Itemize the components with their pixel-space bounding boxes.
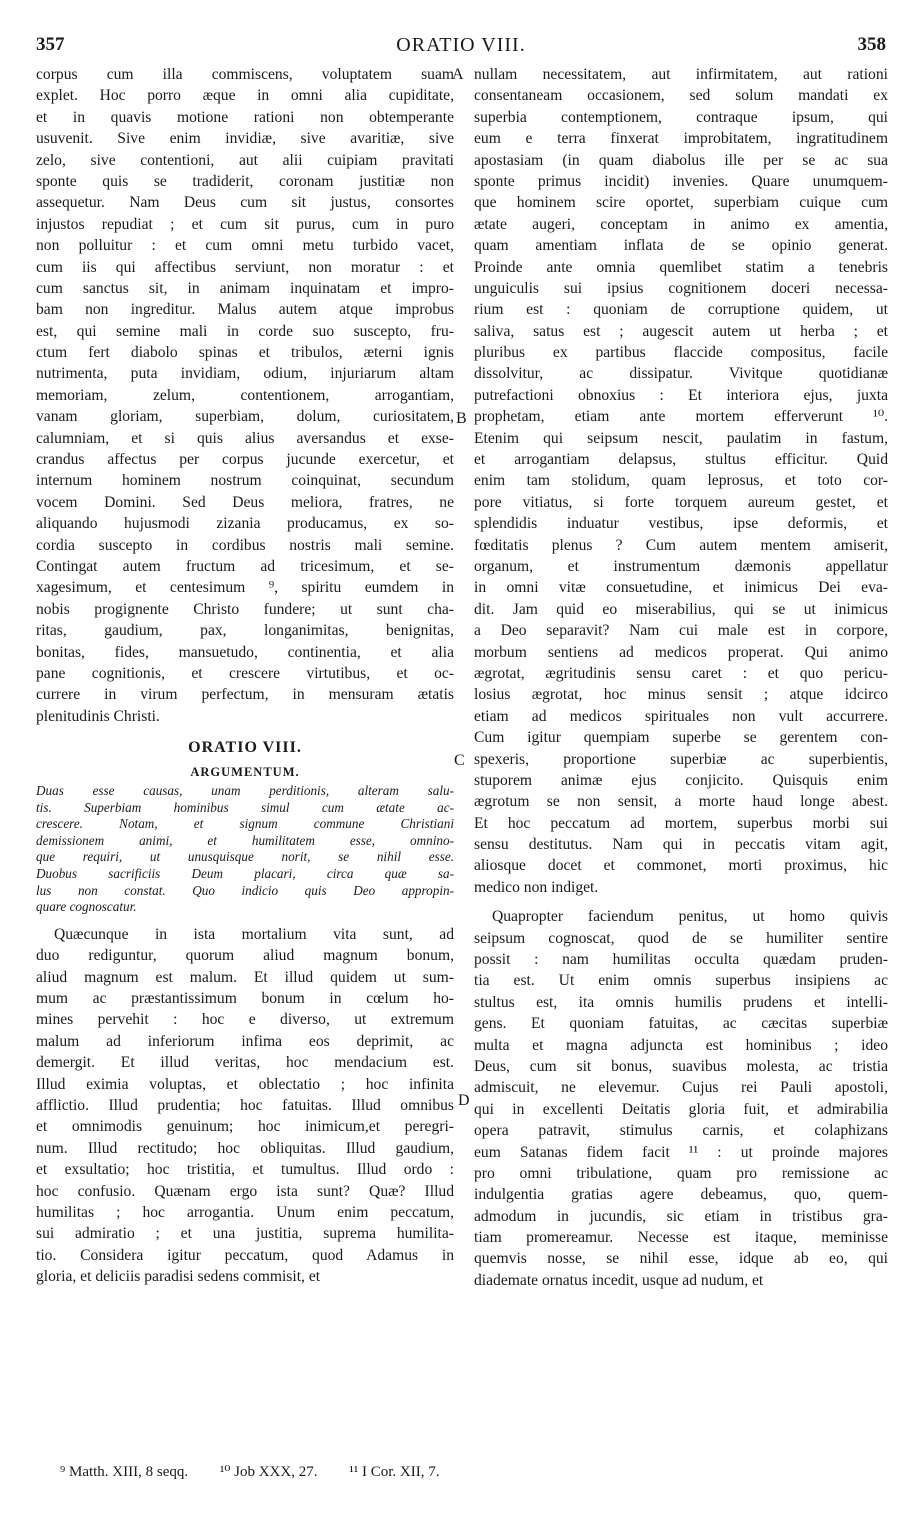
text-line: nullam necessitatem, aut infirmitatem, aut rationi xyxy=(474,66,888,83)
text-line: humilitas ; hoc arrogantia. Unum enim peccatum, xyxy=(36,1203,454,1221)
page-number-left: 357 xyxy=(36,34,65,55)
text-line: etiam ad medicos spirituales non vult accurrere. xyxy=(474,707,888,725)
text-line: sui admiratio ; et una justitia, suprema humilita- xyxy=(36,1225,454,1243)
text-line: et omnimodis genuinum; hoc inimicum,et peregri- xyxy=(36,1118,454,1136)
footnote: ¹¹ I Cor. XII, 7. xyxy=(349,1464,440,1480)
right-column xyxy=(474,64,888,1291)
page-number-right: 358 xyxy=(857,34,886,55)
text-line: stultus est, ita omnis humilis prudens et intelli- xyxy=(474,993,888,1011)
text-line: gens. Et quoniam fatuitas, ac cæcitas superbiæ xyxy=(474,1015,888,1033)
text-line: organum, et instrumentum dæmonis appellatur xyxy=(474,557,888,575)
text-line: mum ac præstantissimum bonum in cœlum ho- xyxy=(36,990,454,1008)
text-line: Etenim qui seipsum nescit, paulatim in fastum, xyxy=(474,429,888,447)
text-line: nutrimenta, puta invidiam, odium, injuriarum altam xyxy=(36,365,454,383)
text-line: zelo, sive contentioni, aut alii cuipiam pravitati xyxy=(36,151,454,169)
text-line: vocem Domini. Sed Deus meliora, fratres, ne xyxy=(36,493,454,511)
text-line: morbum sentiens ad medicos properat. Qui animo xyxy=(474,643,888,661)
text-line: crandus affectus per corpus jucunde exercetur, et xyxy=(36,451,454,469)
text-line: sensu destitutus. Nam qui in peccatis vitam agit, xyxy=(474,836,888,854)
margin-letter-b: B xyxy=(456,410,467,427)
text-line: injustos repudiat ; et cum sit purus, cum in puro xyxy=(36,215,454,233)
text-line: diademate ornatus incedit, usque ad nudum, et xyxy=(474,1271,764,1289)
text-line: pane cognitionis, et crescere virtutibus, et oc- xyxy=(36,664,454,682)
text-line: tio. Considera igitur peccatum, quod Adamus in xyxy=(36,1246,454,1264)
running-title: ORATIO VIII. xyxy=(396,34,526,56)
text-line: losius ægrotat, hoc minus sensit ; atque idcirco xyxy=(474,686,888,704)
text-line: a Deo separavit? Nam cui male est in corpore, xyxy=(474,622,888,640)
text-line: vanam gloriam, superbiam, dolum, curiositatem, xyxy=(36,408,454,426)
text-line: pluribus ex partibus flaccide compositus, facile xyxy=(474,344,888,362)
text-line: ritas, gaudium, pax, longanimitas, benignitas, xyxy=(36,622,454,640)
text-line: pro omni tribulatione, quam pro remissione ac xyxy=(474,1164,888,1182)
text-line: usuvenit. Sive enim invidiæ, sive avaritiæ, sive xyxy=(36,130,454,148)
text-line: non polluitur : et cum omni metu turbido vacet, xyxy=(36,237,454,255)
text-line: Deus, cum sit bonus, suavibus molesta, ac tristia xyxy=(474,1057,888,1075)
text-line: nobis progignente Christo fundere; ut sunt cha- xyxy=(36,600,454,618)
text-line: rium est : quoniam de corruptione quidem, ut xyxy=(474,301,888,319)
text-line: Duobus sacrificiis Deum placari, circa quæ sa- xyxy=(36,866,454,882)
text-line: unguiculis sui ipsius cognitionem doceri necessa- xyxy=(474,279,888,297)
text-line: explet. Hoc porro æque in omni alia cupiditate, xyxy=(36,87,454,105)
text-line: apostasiam (in quam diabolus ille per se ac sua xyxy=(474,151,888,169)
margin-letter-d: D xyxy=(458,1092,470,1109)
text-line: fœditatis plenus ? Cum autem mentem amiserit, xyxy=(474,536,888,554)
text-line: calumniam, et si quis alius aversandus et exse- xyxy=(36,429,454,447)
text-line: medico non indiget. xyxy=(474,878,599,896)
text-line: ægrotum se non sensit, a morte haud longe abest. xyxy=(474,793,888,811)
text-line: tis. Superbiam hominibus simul cum ætate ac- xyxy=(36,799,454,815)
text-line: multa et magna adjuncta est hominibus ; ideo xyxy=(474,1036,888,1054)
text-line: eum Satanas fidem facit ¹¹ : ut proinde majores xyxy=(474,1143,888,1161)
footnote: ¹⁰ Job XXX, 27. xyxy=(219,1464,318,1480)
text-line: ctum fert diabolo spinas et tribulos, æterni ignis xyxy=(36,344,454,362)
text-line: malum ad inferiorum infima eos deprimit, ac xyxy=(36,1032,454,1050)
text-line: Duas esse causas, unam perditionis, alteram salu- xyxy=(36,783,454,799)
text-line: xagesimum, et centesimum ⁹, spiritu eumdem in xyxy=(36,579,454,597)
text-line: indulgentia gratias agere debeamus, quo, quem- xyxy=(474,1186,888,1204)
text-line: quare cognoscatur. xyxy=(36,899,137,915)
text-line: et in quavis motione rationi non obtemperante xyxy=(36,108,454,126)
text-line: sponte quis se tradiderit, coronam justitiæ non xyxy=(36,172,454,190)
text-line: sponte primus incidit) invenies. Quare unumquem- xyxy=(474,172,888,190)
text-line: prophetam, etiam ante mortem efferverunt ¹⁰. xyxy=(474,408,888,426)
margin-letter-c: C xyxy=(454,752,465,769)
text-line: pore vitiatus, si forte torquem aureum gestet, et xyxy=(474,493,888,511)
text-line: opera patravit, stimulus carnis, et colaphizans xyxy=(474,1122,888,1140)
text-line: assequetur. Nam Deus cum sit justus, consortes xyxy=(36,194,454,212)
text-line: ægrotat, ægritudinis sensu caret : et quo pericu- xyxy=(474,664,888,682)
text-line: crescere. Notam, et signum commune Christiani xyxy=(36,816,454,832)
text-line: Contingat autem fructum ad tricesimum, et se- xyxy=(36,557,454,575)
text-line: Quapropter faciendum penitus, ut homo quivis xyxy=(492,908,888,926)
text-line: tiam promereamur. Necesse est itaque, meminisse xyxy=(474,1229,888,1247)
text-line: consentaneam occasionem, sed solum mandati ex xyxy=(474,87,888,105)
text-line: duo rediguntur, quorum aliud magnum bonum, xyxy=(36,947,454,965)
text-line: Cum igitur quempiam superbe se gerentem con- xyxy=(474,729,888,747)
text-line: que hominem scire oportet, superbiam cuique cum xyxy=(474,194,888,212)
text-line: admiscuit, ne elevemur. Cujus rei Pauli apostoli, xyxy=(474,1079,888,1097)
text-line: et arrogantiam delapsus, stultus efficitur. Quid xyxy=(474,451,888,469)
argument-heading: ARGUMENTUM. xyxy=(190,765,300,780)
text-line: splendidis induatur vestibus, ipse deformis, et xyxy=(474,515,888,533)
text-line: quam amentiam inflata de se opinio generat. xyxy=(474,237,888,255)
text-line: et exsultatio; hoc tristitia, et tumultus. Illud ordo : xyxy=(36,1161,454,1179)
text-line: seipsum cognoscat, quod de se humiliter sentire xyxy=(474,929,888,947)
text-line: cum iis qui affectibus serviunt, non moratur : et xyxy=(36,258,454,276)
text-line: stuporem animæ ejus conjicito. Quisquis enim xyxy=(474,771,888,789)
text-line: spexeris, proportione superbiæ ac superbientis, xyxy=(474,750,888,768)
text-line: bonitas, fides, mansuetudo, continentia, et alia xyxy=(36,643,454,661)
text-line: cum sanctus sit, in animam inquinatam et impro- xyxy=(36,279,454,297)
text-line: in omni vitæ consuetudine, et inimicus Dei eva- xyxy=(474,579,888,597)
text-line: hoc confusio. Quænam ergo ista sunt? Quæ? Illud xyxy=(36,1182,454,1200)
text-line: admodum in jucundis, sic etiam in tristibus gra- xyxy=(474,1207,888,1225)
page-header xyxy=(0,34,922,62)
text-line: aliquando hujusmodi zizania producamus, ex so- xyxy=(36,515,454,533)
text-line: quemvis nosse, se nihil esse, idque ab eo, qui xyxy=(474,1250,888,1268)
text-line: dissolvitur, ac dissipatur. Vivitque quotidianæ xyxy=(474,365,888,383)
text-line: saliva, satus est ; augescit autem ut herba ; et xyxy=(474,322,888,340)
text-line: aliosque docet et commonet, morti proximus, hic xyxy=(474,857,888,875)
paragraph-gap xyxy=(474,898,888,906)
text-line: superbia contemptionem, contraque ipsum, qui xyxy=(474,108,888,126)
text-line: est, qui semine mali in corde suo suscepto, fru- xyxy=(36,322,454,340)
text-line: qui in excellenti Deitatis gloria fuit, et admirabilia xyxy=(474,1100,888,1118)
text-line: memoriam, zelum, contentionem, arrogantiam, xyxy=(36,386,454,404)
text-line: putrefactioni obnoxius : Et interiora ejus, juxta xyxy=(474,386,888,404)
text-line: gloria, et deliciis paradisi sedens commisit, et xyxy=(36,1268,321,1286)
text-line: num. Illud rectitudo; hoc obliquitas. Illud gaudium, xyxy=(36,1139,454,1157)
text-line: dit. Jam quid eo miserabilius, qui se ut inimicus xyxy=(474,600,888,618)
text-line: possit : nam humilitas occulta quædam pruden- xyxy=(474,951,888,969)
text-line: Illud eximia voluptas, et oblectatio ; hoc infinita xyxy=(36,1075,454,1093)
section-heading: ORATIO VIII. xyxy=(188,739,302,757)
footnotes xyxy=(60,1462,467,1481)
text-line: demissionem animi, et humilitatem esse, omnino- xyxy=(36,832,454,848)
text-line: Et hoc peccatum ad mortem, superbus morbi sui xyxy=(474,814,888,832)
footnote: ⁹ Matth. XIII, 8 seqq. xyxy=(60,1464,189,1480)
text-line: internum hominem nostrum coinquinat, secundum xyxy=(36,472,454,490)
text-line: Proinde ante omnia quemlibet statim a tenebris xyxy=(474,258,888,276)
paragraph-gap xyxy=(36,916,454,924)
text-line: mines pervehit : hoc e diverso, ut extremum xyxy=(36,1011,454,1029)
text-line: Quæcunque in ista mortalium vita sunt, ad xyxy=(54,925,454,943)
text-line: lus non constat. Quo indicio quis Deo appropin- xyxy=(36,882,454,898)
text-line: tia est. Ut enim omnis superbus insipiens ac xyxy=(474,972,888,990)
text-line: afflictio. Illud prudentia; hoc fatuitas. Illud omnibus xyxy=(36,1096,454,1114)
text-line: aliud magnum est malum. Et illud quidem ut sum- xyxy=(36,968,454,986)
text-line: cordia suscepto in cordibus nostris mali semine. xyxy=(36,536,454,554)
text-line: ætate augeri, conceptam in animo ex amentia, xyxy=(474,215,888,233)
text-line: que requiri, ut unusquisque norit, se nihil esse. xyxy=(36,849,454,865)
text-line: currere in virum perfectum, in mensuram ætatis xyxy=(36,686,454,704)
text-line: corpus cum illa commiscens, voluptatem suam xyxy=(36,66,454,83)
left-column xyxy=(36,64,454,1288)
text-line: enim tam stolidum, quam leprosus, et toto cor- xyxy=(474,472,888,490)
margin-letter-a: A xyxy=(452,66,464,83)
text-line: demergit. Et illud veritas, hoc mendacium est. xyxy=(36,1054,454,1072)
text-line: bam non ingreditur. Malus autem atque improbus xyxy=(36,301,454,319)
text-line: plenitudinis Christi. xyxy=(36,707,160,725)
text-line: eum e terra finxerat improbitatem, ingratitudinem xyxy=(474,130,888,148)
